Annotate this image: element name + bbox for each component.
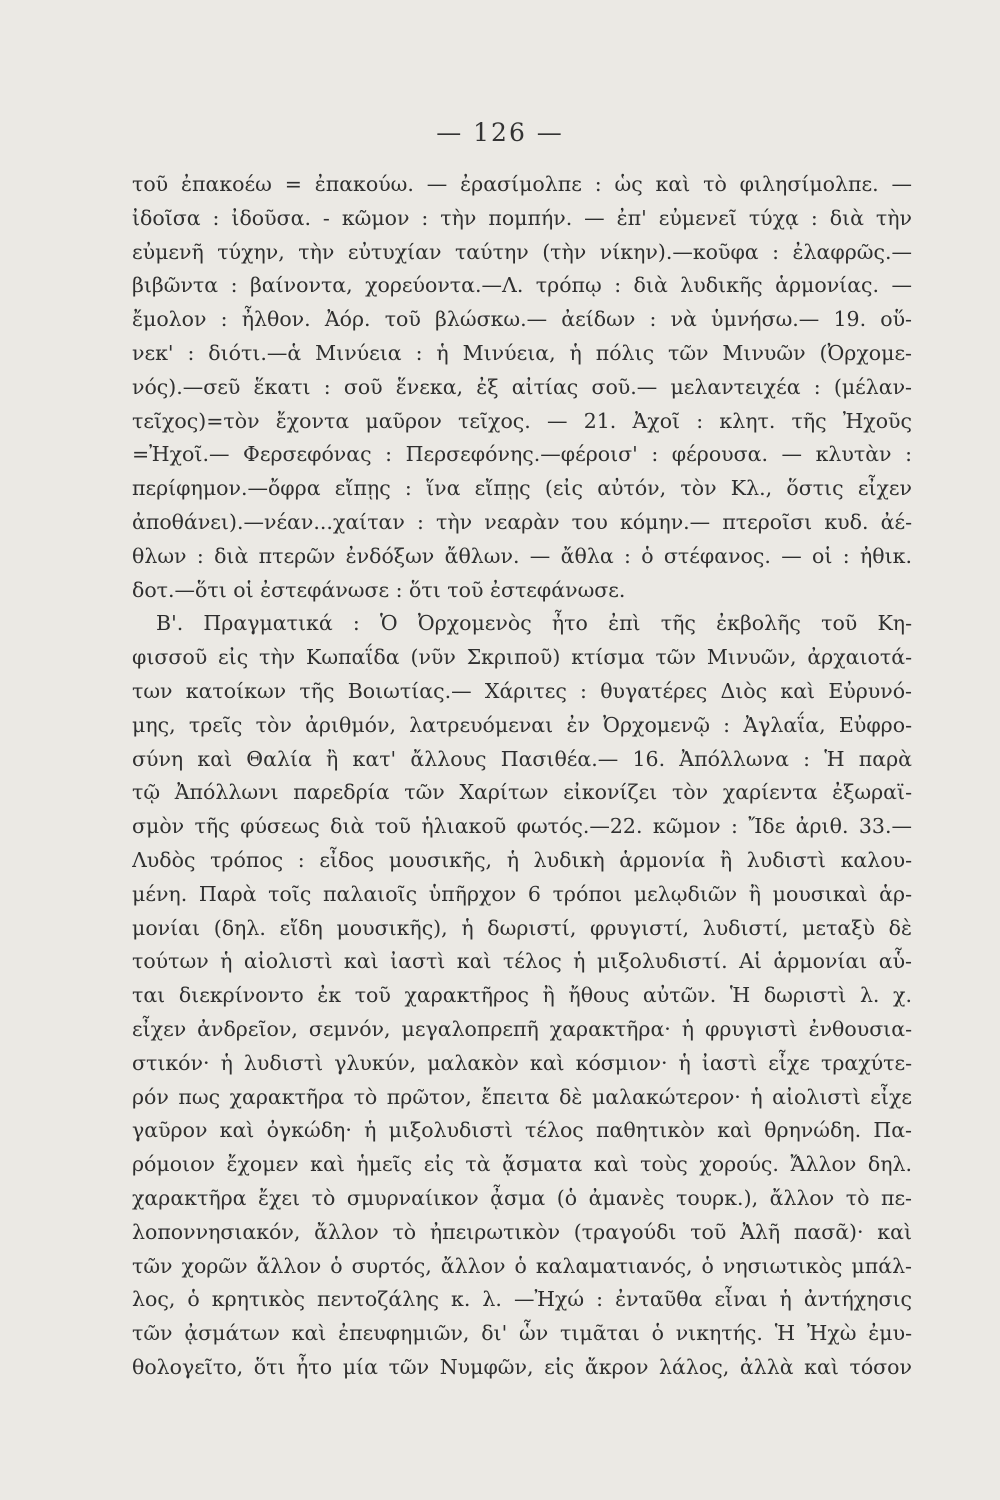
text-line: τούτων ἡ αἰολιστὶ καὶ ἰαστὶ καὶ τέλος ἡ μιξολυδιστί. Αἱ ἁρμονίαι αὗ- (132, 949, 912, 974)
text-line: θολογεῖτο, ὅτι ἦτο μία τῶν Νυμφῶν, εἰς ἄκρον λάλος, ἀλλὰ καὶ τόσον (132, 1354, 912, 1379)
text-line: περίφημον.—ὄφρα εἴπῃς : ἵνα εἴπῃς (εἰς αὐτόν, τὸν Κλ., ὅστις εἶχεν (132, 476, 912, 501)
text-line: σύνη καὶ Θαλία ἢ κατ' ἄλλους Πασιθέα.— 16. Ἀπόλλωνα : Ἡ παρὰ (132, 746, 912, 771)
text-line: νός).—σεῦ ἕκατι : σοῦ ἕνεκα, ἐξ αἰτίας σοῦ.— μελαντειχέα : (μέλαν- (132, 374, 912, 399)
text-line: ρόμοιον ἔχομεν καὶ ἡμεῖς εἰς τὰ ᾄσματα καὶ τοὺς χορούς. Ἄλλον δηλ. (132, 1152, 912, 1177)
text-line: μης, τρεῖς τὸν ἀριθμόν, λατρευόμεναι ἐν Ὀρχομενῷ : Ἀγλαΐα, Εὐφρο- (132, 712, 912, 737)
text-line: εὐμενῆ τύχην, τὴν εὐτυχίαν ταύτην (τὴν νίκην).—κοῦφα : ἐλαφρῶς.— (132, 239, 912, 264)
text-line: δοτ.—ὅτι οἱ ἐστεφάνωσε : ὅτι τοῦ ἐστεφάνωσε. (132, 577, 626, 602)
text-line: τεῖχος)=τὸν ἔχοντα μαῦρον τεῖχος. — 21. Ἀχοῖ : κλητ. τῆς Ἠχοῦς (132, 408, 912, 433)
text-line: εἶχεν ἀνδρεῖον, σεμνόν, μεγαλοπρεπῆ χαρακτῆρα· ἡ φρυγιστὶ ἐνθουσια- (132, 1016, 912, 1041)
text-line: λος, ὁ κρητικὸς πεντοζάλης κ. λ. —Ἠχώ : ἐνταῦθα εἶναι ἡ ἀντήχησις (132, 1287, 912, 1312)
body-text (132, 168, 912, 1385)
text-line: λοποννησιακόν, ἄλλον τὸ ἠπειρωτικὸν (τραγούδι τοῦ Ἀλῆ πασᾶ)· καὶ (132, 1219, 912, 1244)
text-line: ἰδοῖσα : ἰδοῦσα. - κῶμον : τὴν πομπήν. — ἐπ' εὐμενεῖ τύχᾳ : διὰ τὴν (132, 205, 912, 230)
page-number: — 126 — (436, 118, 564, 147)
text-line: βιβῶντα : βαίνοντα, χορεύοντα.—Λ. τρόπῳ : διὰ λυδικῆς ἁρμονίας. — (132, 273, 912, 298)
text-line: ἀποθάνει).—νέαν...χαίταν : τὴν νεαρὰν του κόμην.— πτεροῖσι κυδ. ἀέ- (132, 509, 912, 534)
text-line: ἔμολον : ἦλθον. Ἀόρ. τοῦ βλώσκω.— ἀείδων : νὰ ὑμνήσω.— 19. οὕ- (132, 307, 912, 332)
text-line: τῶν ᾀσμάτων καὶ ἐπευφημιῶν, δι' ὧν τιμᾶται ὁ νικητής. Ἡ Ἠχὼ ἐμυ- (132, 1321, 912, 1346)
text-line: σμὸν τῆς φύσεως διὰ τοῦ ἡλιακοῦ φωτός.—22. κῶμον : Ἴδε ἀριθ. 33.— (132, 814, 912, 839)
text-line: θλων : διὰ πτερῶν ἐνδόξων ἄθλων. — ἄθλα : ὁ στέφανος. — οἱ : ἠθικ. (132, 543, 912, 568)
text-line: τῶν χορῶν ἄλλον ὁ συρτός, ἄλλον ὁ καλαματιανός, ὁ νησιωτικὸς μπάλ- (132, 1253, 912, 1278)
text-line: =Ἠχοῖ.— Φερσεφόνας : Περσεφόνης.—φέροισ' : φέρουσα. — κλυτὰν : (132, 442, 912, 467)
text-line: τῷ Ἀπόλλωνι παρεδρία τῶν Χαρίτων εἰκονίζει τὸν χαρίεντα ἐξωραϊ- (132, 780, 912, 805)
text-line: γαῦρον καὶ ὀγκώδη· ἡ μιξολυδιστὶ τέλος παθητικὸν καὶ θρηνώδη. Πα- (132, 1118, 912, 1143)
text-line: των κατοίκων τῆς Βοιωτίας.— Χάριτες : θυγατέρες Διὸς καὶ Εὐρυνό- (132, 678, 912, 703)
text-line: χαρακτῆρα ἔχει τὸ σμυρναίικον ᾆσμα (ὁ ἀμανὲς τουρκ.), ἄλλον τὸ πε- (132, 1185, 912, 1210)
text-line: ται διεκρίνοντο ἐκ τοῦ χαρακτῆρος ἢ ἤθους αὐτῶν. Ἡ δωριστὶ λ. χ. (132, 983, 912, 1008)
text-line: μένη. Παρὰ τοῖς παλαιοῖς ὑπῆρχον 6 τρόποι μελῳδιῶν ἢ μουσικαὶ ἁρ- (132, 881, 912, 906)
text-line: Λυδὸς τρόπος : εἶδος μουσικῆς, ἡ λυδικὴ ἁρμονία ἢ λυδιστὶ καλου- (132, 847, 912, 872)
text-line: τοῦ ἐπακοέω = ἐπακούω. — ἐρασίμολπε : ὡς καὶ τὸ φιλησίμολπε. — (132, 172, 912, 196)
text-line: στικόν· ἡ λυδιστὶ γλυκύν, μαλακὸν καὶ κόσμιον· ἡ ἰαστὶ εἶχε τραχύτε- (132, 1050, 912, 1075)
text-line: νεκ' : διότι.—ἁ Μινύεια : ἡ Μινύεια, ἡ πόλις τῶν Μινυῶν (Ὀρχομε- (132, 340, 912, 365)
text-line: ρόν πως χαρακτῆρα τὸ πρῶτον, ἔπειτα δὲ μαλακώτερον· ἡ αἰολιστὶ εἶχε (132, 1084, 912, 1109)
text-line: φισσοῦ εἰς τὴν Κωπαΐδα (νῦν Σκριποῦ) κτίσμα τῶν Μινυῶν, ἀρχαιοτά- (132, 645, 912, 670)
section-heading-line: Β'. Πραγματικά : Ὁ Ὀρχομενὸς ἦτο ἐπὶ τῆς ἐκβολῆς τοῦ Κη- (156, 611, 912, 636)
text-line: μονίαι (δηλ. εἴδη μουσικῆς), ἡ δωριστί, φρυγιστί, λυδιστί, μεταξὺ δὲ (132, 915, 912, 940)
